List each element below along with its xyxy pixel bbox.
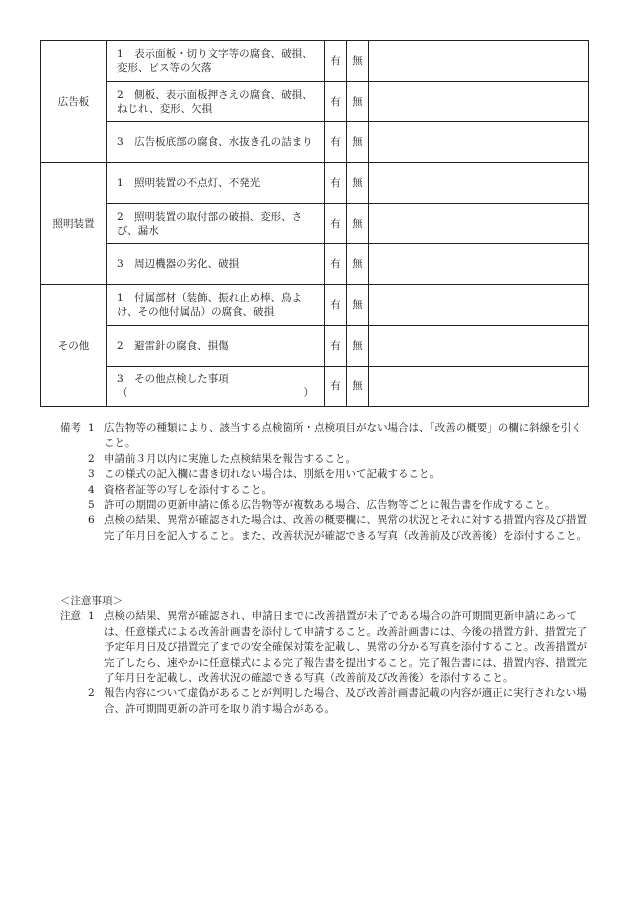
yes-cell[interactable]: 有 — [325, 81, 347, 122]
no-cell[interactable]: 無 — [347, 203, 369, 244]
item-cell: 2 側板、表示面板押さえの腐食、破損、ねじれ、変形、欠損 — [107, 81, 325, 122]
item-cell: 3 広告板底部の腐食、水抜き孔の詰まり — [107, 122, 325, 163]
improvement-cell[interactable] — [369, 285, 589, 326]
list-item: 備考 1 広告物等の種類により、該当する点検箇所・点検項目がない場合は、「改善の概要」の欄に斜線を引くこと。 — [60, 421, 590, 452]
improvement-cell[interactable] — [369, 41, 589, 82]
cautions-heading: 注意 — [60, 610, 81, 623]
improvement-cell[interactable] — [369, 122, 589, 163]
no-cell[interactable]: 無 — [347, 325, 369, 366]
paren-open: （ — [117, 387, 128, 400]
yes-cell[interactable]: 有 — [325, 244, 347, 285]
category-cell: 照明装置 — [41, 163, 107, 285]
improvement-cell[interactable] — [369, 244, 589, 285]
item-cell: 1 付属部材（装飾、振れ止め棒、鳥よけ、その他付属品）の腐食、破損 — [107, 285, 325, 326]
item-cell: 1 照明装置の不点灯、不発光 — [107, 163, 325, 204]
yes-cell[interactable]: 有 — [325, 163, 347, 204]
table-row — [41, 81, 589, 122]
cautions-title: ＜注意事項＞ — [60, 595, 123, 607]
no-cell[interactable]: 無 — [347, 366, 369, 407]
list-item: 2 報告内容について虚偽があることが判明した場合、及び改善計画書記載の内容が適正に実行されない場合、許可期間更新の許可を取り消す場合がある。 — [88, 687, 587, 715]
no-cell[interactable]: 無 — [347, 81, 369, 122]
improvement-cell[interactable] — [369, 366, 589, 407]
cautions-section — [60, 594, 590, 717]
list-item: 5 許可の期間の更新申請に係る広告物等が複数ある場合、広告物等ごとに報告書を作成すること。 — [88, 499, 556, 512]
item-cell: 2 避雷針の腐食、損傷 — [107, 325, 325, 366]
table-row — [41, 325, 589, 366]
yes-cell[interactable]: 有 — [325, 203, 347, 244]
improvement-cell[interactable] — [369, 203, 589, 244]
table-row — [41, 366, 589, 407]
table-row — [41, 285, 589, 326]
no-cell[interactable]: 無 — [347, 163, 369, 204]
list-item: 注意 1 点検の結果、異常が確認され、申請日までに改善措置が未了である場合の許可期間更新申請にあっては、任意様式による改善計画書を添付して申請すること。改善計画書には、今後の措置方針、措置完了予定年月日及び措置完了までの安全確保対策を記載し、異常の分かる写真を添付すること。改善措置が完了したら、速やかに任意様式による完了報告書を提出すること。完了報告書には、措置内容、措置完了年月日を記載し、改善状況の確認できる写真（改善前及び改善後）を添付すること。 — [60, 609, 590, 686]
table-row — [41, 244, 589, 285]
table-row — [41, 41, 589, 82]
yes-cell[interactable]: 有 — [325, 325, 347, 366]
list-item: 3 この様式の記入欄に書き切れない場合は、別紙を用いて記載すること。 — [88, 468, 440, 481]
item-cell: 3 その他点検した事項 （ ） — [107, 366, 325, 407]
yes-cell[interactable]: 有 — [325, 285, 347, 326]
remarks-section — [60, 421, 590, 544]
yes-cell[interactable]: 有 — [325, 41, 347, 82]
item-cell: 2 照明装置の取付部の破損、変形、さび、漏水 — [107, 203, 325, 244]
other-items-blank[interactable] — [117, 386, 320, 400]
yes-cell[interactable]: 有 — [325, 122, 347, 163]
category-cell: 広告板 — [41, 41, 107, 163]
inspection-table — [40, 40, 589, 407]
item-cell: 3 周辺機器の劣化、破損 — [107, 244, 325, 285]
improvement-cell[interactable] — [369, 81, 589, 122]
list-item: 4 資格者証等の写しを添付すること。 — [88, 483, 272, 496]
table-row — [41, 163, 589, 204]
list-item: 6 点検の結果、異常が確認された場合は、改善の概要欄に、異常の状況とそれに対する措置内容及び措置完了年月日を記入すること。また、改善状況が確認できる写真（改善前及び改善後）を添付すること。 — [88, 514, 587, 542]
no-cell[interactable]: 無 — [347, 244, 369, 285]
category-cell: その他 — [41, 285, 107, 407]
no-cell[interactable]: 無 — [347, 122, 369, 163]
improvement-cell[interactable] — [369, 325, 589, 366]
paren-close: ） — [303, 387, 314, 400]
item-cell: 1 表示面板・切り文字等の腐食、破損、変形、ビス等の欠落 — [107, 41, 325, 82]
table-row — [41, 203, 589, 244]
remarks-heading: 備考 — [60, 422, 81, 434]
list-item: 2 申請前３月以内に実施した点検結果を報告すること。 — [88, 452, 356, 465]
table-row — [41, 122, 589, 163]
improvement-cell[interactable] — [369, 163, 589, 204]
no-cell[interactable]: 無 — [347, 41, 369, 82]
yes-cell[interactable]: 有 — [325, 366, 347, 407]
no-cell[interactable]: 無 — [347, 285, 369, 326]
